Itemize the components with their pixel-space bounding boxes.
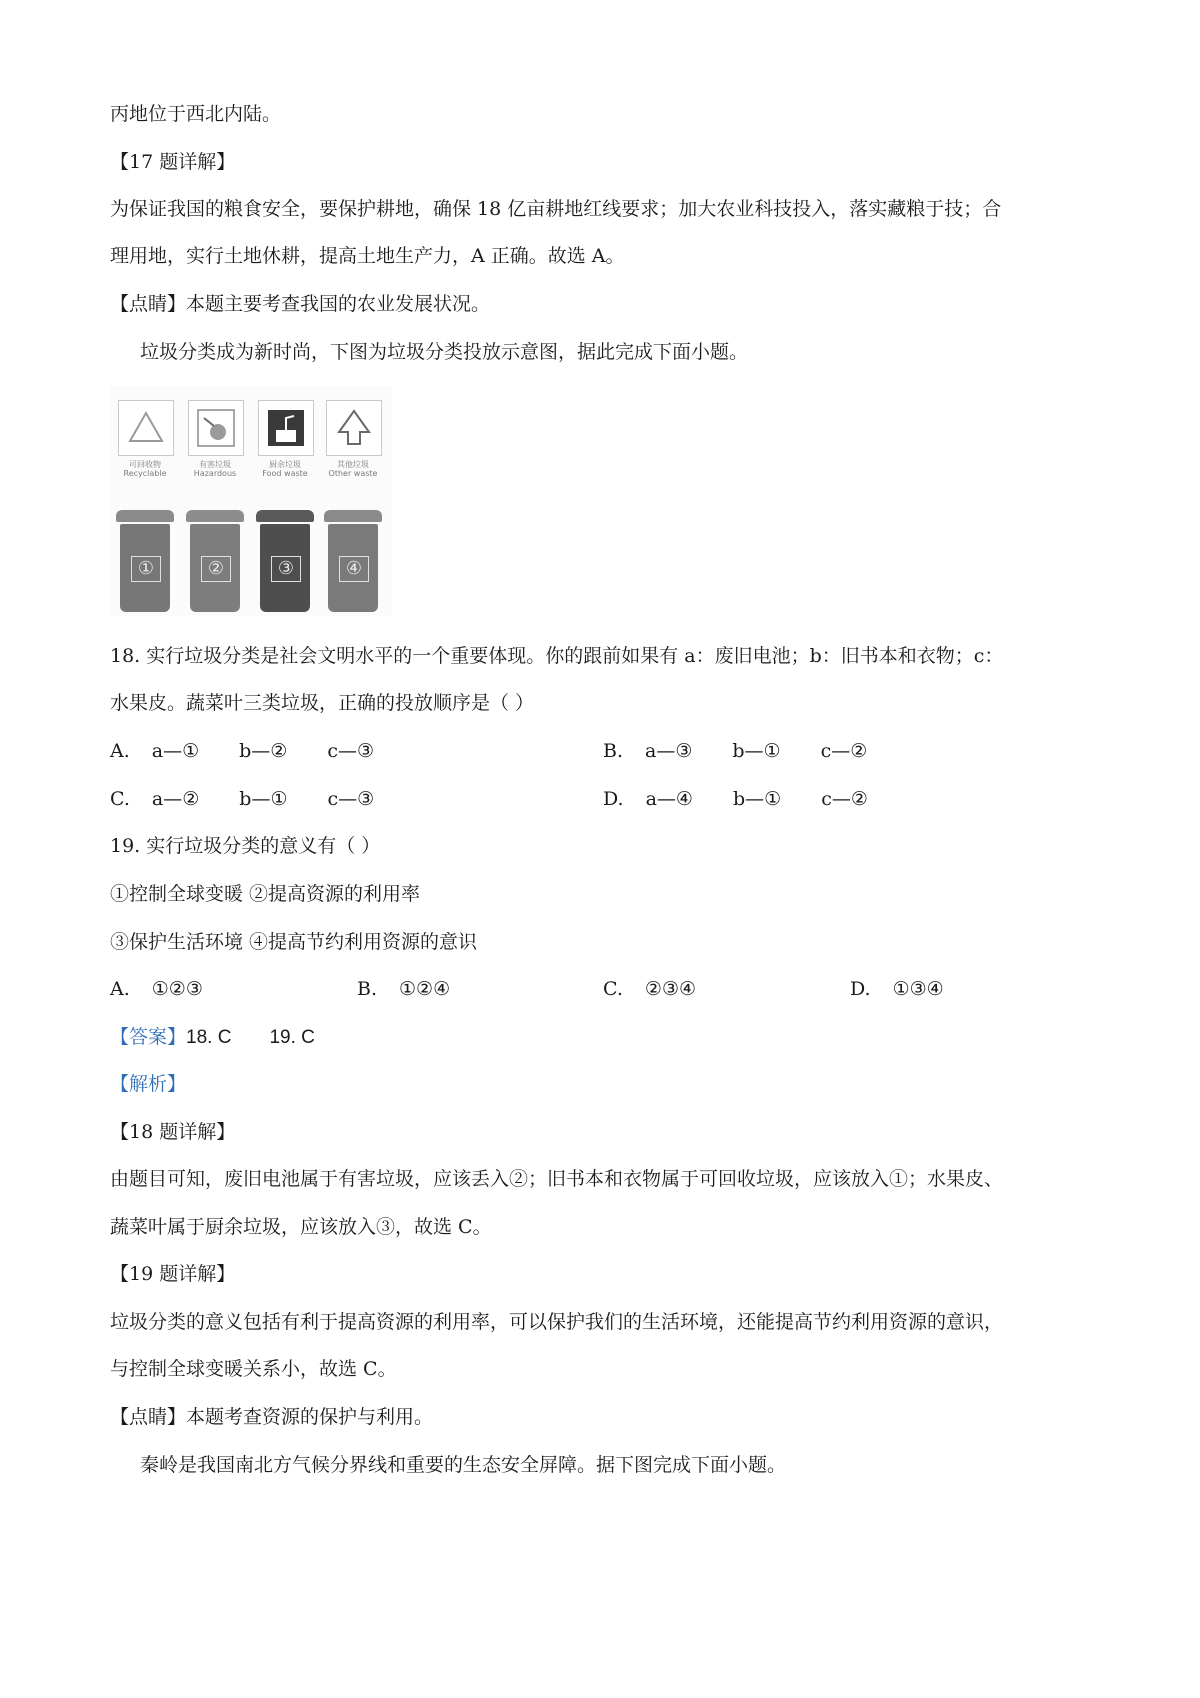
q19-option-d[interactable]: D. ①③④: [850, 978, 944, 1000]
paragraph-q19-line2: 与控制全球变暖关系小，故选 C。: [110, 1358, 397, 1380]
bin-4: [322, 386, 384, 616]
q18-option-b[interactable]: B. a—③ b—① c—②: [603, 740, 868, 762]
q18-option-d[interactable]: D. a—④ b—① c—②: [603, 788, 868, 810]
paragraph-q17-line2: 理用地，实行土地休耕，提高土地生产力，A 正确。故选 A。: [110, 245, 625, 267]
q19-items-line1: ①控制全球变暖 ②提高资源的利用率: [110, 883, 421, 905]
bin-4-caption-en: Other waste: [328, 469, 378, 478]
bin-4-caption-cn: 其他垃圾: [337, 460, 369, 469]
bin-2-caption-en: Hazardous: [193, 469, 237, 478]
bin-1-number: ①: [131, 556, 161, 582]
q19-stem: 19. 实行垃圾分类的意义有（ ）: [110, 835, 381, 857]
bin-2-number: ②: [201, 556, 231, 582]
analysis-label: 【解析】: [110, 1073, 187, 1095]
heading-q17-detail: 【17 题详解】: [110, 151, 236, 173]
tip-q18-19: 【点睛】本题考查资源的保护与利用。: [110, 1406, 434, 1428]
q19-items-line2: ③保护生活环境 ④提高节约利用资源的意识: [110, 931, 478, 953]
q18-option-c[interactable]: C. a—② b—① c—③: [110, 788, 375, 810]
bin-3: [254, 386, 316, 616]
heading-q19-detail: 【19 题详解】: [110, 1263, 236, 1285]
bin-2-lid: [186, 510, 244, 522]
q18-stem-line1: 18. 实行垃圾分类是社会文明水平的一个重要体现。你的跟前如果有 a：废旧电池；b：旧书本和衣物；c：: [110, 645, 1004, 667]
kitchen-waste-icon: [258, 400, 314, 456]
paragraph-q18-line2: 蔬菜叶属于厨余垃圾，应该放入③，故选 C。: [110, 1216, 492, 1238]
bin-1: [114, 386, 176, 616]
answer-label: 【答案】: [110, 1026, 187, 1048]
bin-1-lid: [116, 510, 174, 522]
intro-garbage-sorting: 垃圾分类成为新时尚，下图为垃圾分类投放示意图，据此完成下面小题。: [140, 341, 749, 363]
paragraph-q19-line1: 垃圾分类的意义包括有利于提高资源的利用率，可以保护我们的生活环境，还能提高节约利用资源的意识，: [110, 1311, 1004, 1333]
bin-3-caption-cn: 厨余垃圾: [269, 460, 301, 469]
bin-2-caption-cn: 有害垃圾: [199, 460, 231, 469]
heading-q18-detail: 【18 题详解】: [110, 1121, 236, 1143]
bin-4-lid: [324, 510, 382, 522]
q18-stem-line2: 水果皮。蔬菜叶三类垃圾，正确的投放顺序是（ ）: [110, 692, 535, 714]
answer-line: [110, 1024, 315, 1051]
other-waste-icon: [326, 400, 382, 456]
recycle-outline-icon: [118, 400, 174, 456]
answer-18: 18. C: [186, 1027, 232, 1048]
bin-1-caption-cn: 可回收物: [129, 460, 161, 469]
bin-3-caption-en: Food waste: [262, 469, 308, 478]
intro-qinling: 秦岭是我国南北方气候分界线和重要的生态安全屏障。据下图完成下面小题。: [140, 1454, 787, 1476]
paragraph-q17-line1: 为保证我国的粮食安全，要保护耕地，确保 18 亿亩耕地红线要求；加大农业科技投入，落实藏粮于技；合: [110, 198, 1002, 220]
q19-option-b[interactable]: B. ①②④: [357, 978, 451, 1000]
garbage-bins-figure: [110, 386, 392, 616]
q19-option-c[interactable]: C. ②③④: [603, 978, 697, 1000]
hazard-symbol-icon: [188, 400, 244, 456]
q18-option-a[interactable]: A. a—① b—② c—③: [110, 740, 375, 762]
q19-option-a[interactable]: A. ①②③: [110, 978, 203, 1000]
bin-3-number: ③: [271, 556, 301, 582]
paragraph-q18-line1: 由题目可知，废旧电池属于有害垃圾，应该丢入②；旧书本和衣物属于可回收垃圾，应该放入①；水果皮、: [110, 1168, 1004, 1190]
paragraph-conclusion: 丙地位于西北内陆。: [110, 103, 282, 125]
tip-q17: 【点睛】本题主要考查我国的农业发展状况。: [110, 293, 491, 315]
bin-4-number: ④: [339, 556, 369, 582]
bin-2: [184, 386, 246, 616]
bin-1-caption-en: Recyclable: [123, 469, 167, 478]
answer-19: 19. C: [269, 1027, 315, 1048]
bin-3-lid: [256, 510, 314, 522]
